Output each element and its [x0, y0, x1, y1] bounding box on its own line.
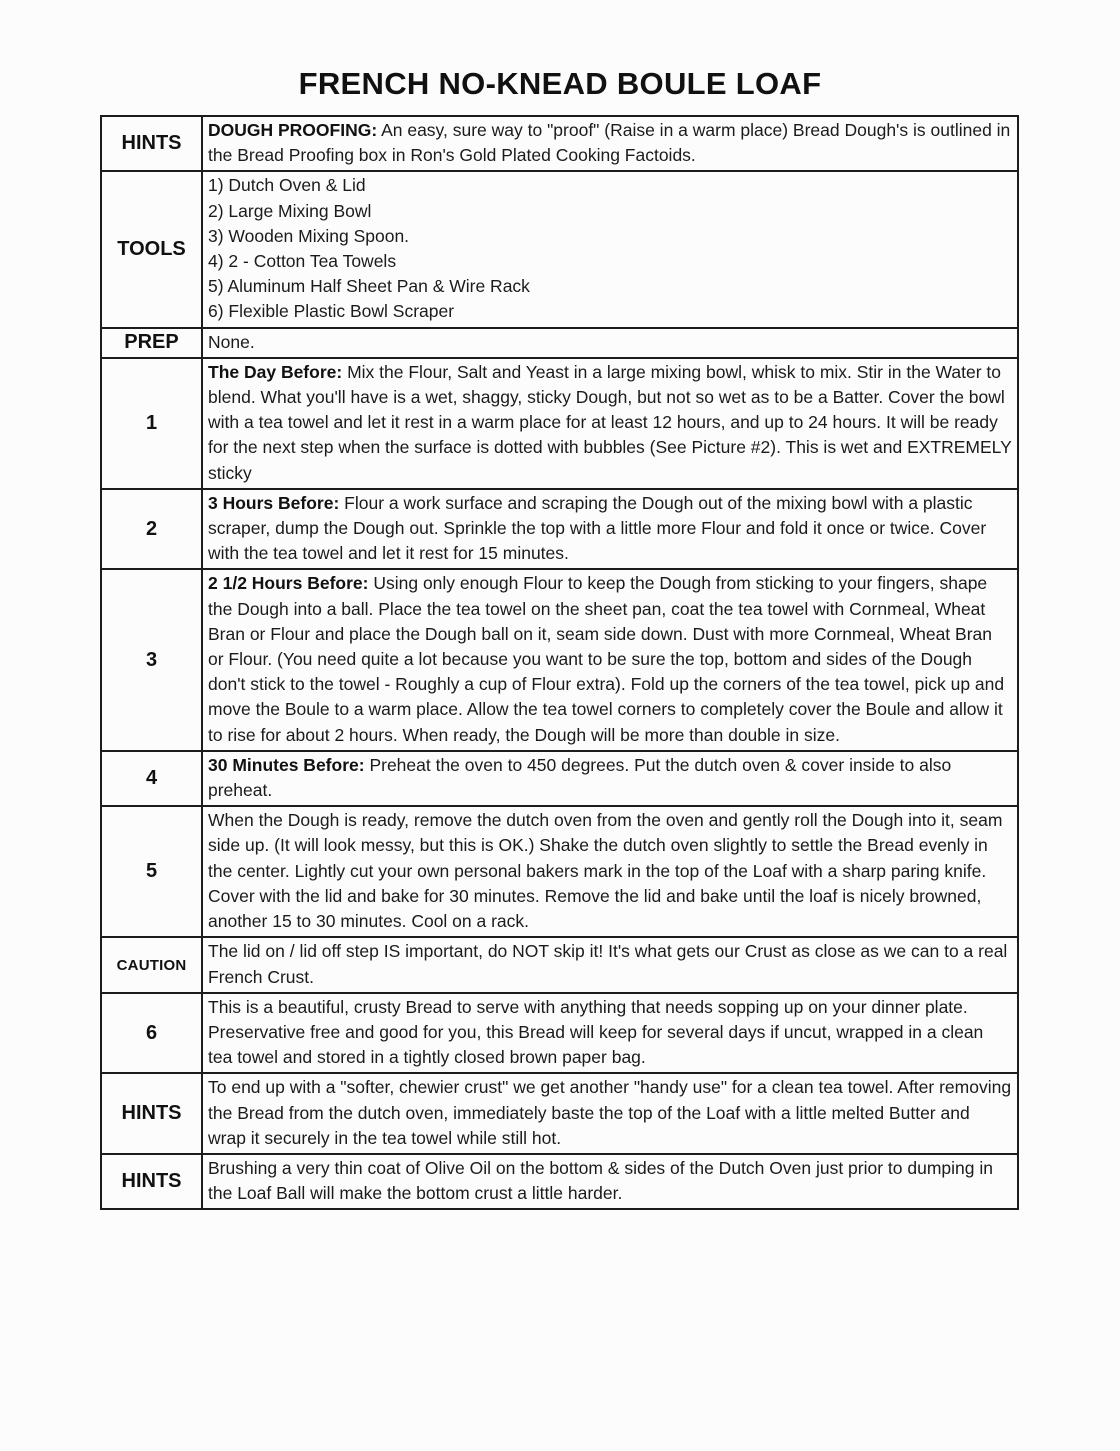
- tool-line: 2) Large Mixing Bowl: [208, 200, 372, 221]
- tool-line: 6) Flexible Plastic Bowl Scraper: [208, 301, 455, 322]
- row-lead: 30 Minutes Before:: [208, 754, 365, 775]
- row-content: [202, 489, 1018, 570]
- row-content: [202, 171, 1018, 327]
- row-text: Brushing a very thin coat of Olive Oil on the bottom & sides of the Dutch Oven just prior to dumping in the Loaf Ball will make the bottom crust a little harder.: [208, 1157, 993, 1204]
- row-lead: DOUGH PROOFING:: [208, 120, 378, 140]
- row-text: Using only enough Flour to keep the Dough from sticking to your fingers, shape the Dough into a ball. Place the tea towel on the sheet pan, coat the tea towel with Cornmeal, Wheat Bran or Flour and place the Dough ball on it, seam side down. Dust with more Cornmeal, Wheat Bran or Flour. (You need quite a lot because you want to be sure the top, bottom and sides of the Dough don't stick to the towel - Roughly a cup of Flour extra). Fold up the corners of the tea towel, pick up and move the Boule to a warm place. Allow the tea towel corners to completely cover the Boule and allow it to rise for about 2 hours. When ready, the Dough will be more than double in size.: [208, 573, 1005, 745]
- table-row-hints-1: [101, 116, 1018, 171]
- row-text: None.: [208, 331, 255, 352]
- row-label: PREP: [101, 328, 202, 358]
- table-row-prep: [101, 328, 1018, 358]
- row-text: Flour a work surface and scraping the Dough out of the mixing bowl with a plastic scraper, dump the Dough out. Sprinkle the top with a little more Flour and fold it once or twice. Cover with the tea towel and let it rest for 15 minutes.: [208, 492, 987, 564]
- row-label: HINTS: [101, 1154, 202, 1209]
- tool-line: 4) 2 - Cotton Tea Towels: [208, 251, 397, 272]
- row-label: TOOLS: [101, 171, 202, 327]
- row-content: [202, 751, 1018, 806]
- table-row-caution: [101, 937, 1018, 992]
- row-content: [202, 993, 1018, 1074]
- row-content: [202, 1073, 1018, 1154]
- row-label: HINTS: [101, 116, 202, 171]
- row-lead: 3 Hours Before:: [208, 492, 340, 513]
- table-row-step-3: [101, 569, 1018, 750]
- row-content: [202, 358, 1018, 489]
- row-label: 2: [101, 489, 202, 570]
- table-row-step-5: [101, 806, 1018, 937]
- row-content: [202, 328, 1018, 358]
- table-row-tools: [101, 171, 1018, 327]
- row-lead: The Day Before:: [208, 361, 343, 382]
- row-content: [202, 806, 1018, 937]
- table-row-step-6: [101, 993, 1018, 1074]
- recipe-table: [100, 115, 1019, 1210]
- row-content: [202, 569, 1018, 750]
- row-label: 5: [101, 806, 202, 937]
- row-text: When the Dough is ready, remove the dutch oven from the oven and gently roll the Dough into it, seam side up. (It will look messy, but this is OK.) Shake the dutch oven slightly to settle the Bread evenly in the center. Lightly cut your own personal bakers mark in the top of the Loaf with a sharp paring knife. Cover with the lid and bake for 30 minutes. Remove the lid and bake until the loaf is nicely browned, another 15 to 30 minutes. Cool on a rack.: [208, 810, 1003, 932]
- row-text: Mix the Flour, Salt and Yeast in a large mixing bowl, whisk to mix. Stir in the Water to blend. What you'll have is a wet, shaggy, sticky Dough, but not so wet as to be a Batter. Cover the bowl with a tea towel and let it rest in a warm place for at least 12 hours, and up to 24 hours. It will be ready for the next step when the surface is dotted with bubbles (See Picture #2). This is wet and EXTREMELY sticky: [208, 361, 1012, 483]
- row-label: 6: [101, 993, 202, 1074]
- row-label: CAUTION: [101, 937, 202, 992]
- table-row-step-4: [101, 751, 1018, 806]
- row-content: [202, 116, 1018, 171]
- row-lead: 2 1/2 Hours Before:: [208, 573, 369, 594]
- table-row-hints-2: [101, 1073, 1018, 1154]
- row-content: [202, 1154, 1018, 1209]
- table-row-step-1: [101, 358, 1018, 489]
- tool-line: 1) Dutch Oven & Lid: [208, 175, 366, 196]
- row-label: 1: [101, 358, 202, 489]
- row-content: [202, 937, 1018, 992]
- table-row-hints-3: [101, 1154, 1018, 1209]
- tool-line: 3) Wooden Mixing Spoon.: [208, 225, 410, 246]
- row-text: The lid on / lid off step IS important, do NOT skip it! It's what gets our Crust as close as we can to a real French Crust.: [208, 941, 1008, 987]
- row-label: 4: [101, 751, 202, 806]
- tool-line: 5) Aluminum Half Sheet Pan & Wire Rack: [208, 276, 530, 297]
- table-row-step-2: [101, 489, 1018, 570]
- row-text: This is a beautiful, crusty Bread to serve with anything that needs sopping up on your dinner plate. Preservative free and good for you, this Bread will keep for several days if uncut, wrapped in a clean tea towel and stored in a tightly closed brown paper bag.: [208, 996, 984, 1068]
- row-text: To end up with a "softer, chewier crust" we get another "handy use" for a clean tea towel. After removing the Bread from the dutch oven, immediately baste the top of the Loaf with a little melted Butter and wrap it securely in the tea towel while still hot.: [208, 1077, 1012, 1148]
- row-label: 3: [101, 569, 202, 750]
- page-title: FRENCH NO-KNEAD BOULE LOAF: [298, 66, 822, 101]
- row-text: Preheat the oven to 450 degrees. Put the dutch oven & cover inside to also preheat.: [208, 754, 952, 801]
- row-label: HINTS: [101, 1073, 202, 1154]
- row-text: An easy, sure way to "proof" (Raise in a warm place) Bread Dough's is outlined in the Bread Proofing box in Ron's Gold Plated Cooking Factoids.: [208, 120, 1011, 166]
